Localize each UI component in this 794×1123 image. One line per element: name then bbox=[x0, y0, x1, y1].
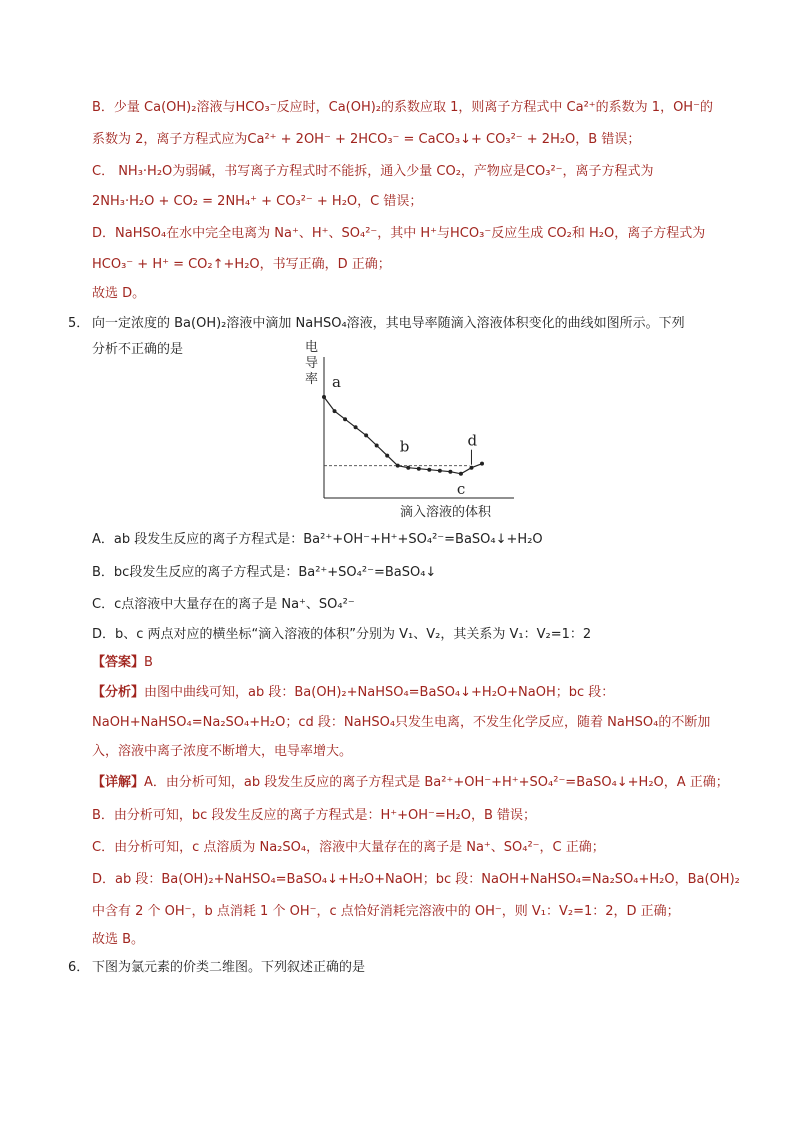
prev-b-line1: B．少量 Ca(OH)₂溶液与HCO₃⁻反应时，Ca(OH)₂的系数应取 1，则离子方程式中 Ca²⁺的系数为 1，OH⁻的 bbox=[92, 100, 713, 115]
y-label-2: 导 bbox=[305, 356, 319, 371]
x-axis-label: 滴入溶液的体积 bbox=[400, 505, 492, 520]
answer-value: B bbox=[144, 655, 153, 670]
q5-detail-line2: B．由分析可知，bc 段发生反应的离子方程式是：H⁺+OH⁻=H₂O，B 错误； bbox=[92, 808, 537, 823]
q5-detail-line4: D．ab 段：Ba(OH)₂+NaHSO₄=BaSO₄↓+H₂O+NaOH；bc 段：NaOH+NaHSO₄=Na₂SO₄+H₂O，Ba(OH)₂ bbox=[92, 872, 740, 887]
data-point-8 bbox=[406, 466, 410, 470]
q5-analysis-line2: NaOH+NaHSO₄=Na₂SO₄+H₂O；cd 段：NaHSO₄只发生电离，不发生化学反应，随着 NaHSO₄的不断加 bbox=[92, 715, 711, 730]
prev-choose: 故选 D。 bbox=[92, 286, 146, 301]
data-point-3 bbox=[354, 425, 358, 429]
data-point-2 bbox=[343, 417, 347, 421]
data-point-7 bbox=[396, 464, 400, 468]
y-label-3: 率 bbox=[305, 372, 319, 387]
data-point-12 bbox=[448, 470, 452, 474]
q5-stem-line1: 向一定浓度的 Ba(OH)₂溶液中滴加 NaHSO₄溶液，其电导率随滴入溶液体积变化的曲线如图所示。下列 bbox=[92, 316, 685, 331]
q5-detail-row1 bbox=[92, 773, 729, 793]
prev-c-line1: C． NH₃·H₂O为弱碱，书写离子方程式时不能拆，通入少量 CO₂，产物应是CO₃²⁻，离子方程式为 bbox=[92, 164, 654, 179]
analysis-line1: 由图中曲线可知，ab 段：Ba(OH)₂+NaHSO₄=BaSO₄↓+H₂O+NaOH；bc 段： bbox=[144, 685, 615, 700]
q5-option-b: B．bc段发生反应的离子方程式是：Ba²⁺+SO₄²⁻=BaSO₄↓ bbox=[92, 565, 437, 580]
data-point-13 bbox=[459, 472, 463, 476]
y-label-1: 电 bbox=[305, 340, 319, 355]
conductivity-chart bbox=[300, 335, 530, 525]
q5-answer-row bbox=[92, 653, 153, 673]
analysis-tag: 【分析】 bbox=[92, 685, 145, 700]
q5-option-a: A．ab 段发生反应的离子方程式是：Ba²⁺+OH⁻+H⁺+SO₄²⁻=BaSO₄↓+H₂O bbox=[92, 532, 543, 547]
data-point-11 bbox=[438, 469, 442, 473]
q5-stem-line2: 分析不正确的是 bbox=[92, 342, 184, 357]
label-d: d bbox=[467, 431, 478, 450]
data-point-14 bbox=[469, 466, 473, 470]
prev-d-line1: D．NaHSO₄在水中完全电离为 Na⁺、H⁺、SO₄²⁻，其中 H⁺与HCO₃⁻反应生成 CO₂和 H₂O，离子方程式为 bbox=[92, 226, 706, 241]
q6-stem: 下图为氯元素的价类二维图。下列叙述正确的是 bbox=[92, 960, 366, 975]
prev-d-line2: HCO₃⁻ + H⁺ = CO₂↑+H₂O，书写正确，D 正确； bbox=[92, 257, 391, 272]
data-point-6 bbox=[385, 454, 389, 458]
q5-number: 5． bbox=[68, 316, 90, 331]
q5-option-d: D．b、c 两点对应的横坐标“滴入溶液的体积”分别为 V₁、V₂，其关系为 V₁：V₂=1：2 bbox=[92, 627, 592, 642]
detail-tag: 【详解】 bbox=[92, 775, 145, 790]
data-point-0 bbox=[322, 395, 326, 399]
q5-option-c: C．c点溶液中大量存在的离子是 Na⁺、SO₄²⁻ bbox=[92, 597, 355, 612]
q6-number: 6． bbox=[68, 960, 90, 975]
series-points bbox=[322, 395, 484, 476]
q5-analysis-row1 bbox=[92, 683, 614, 703]
q5-detail-line5: 中含有 2 个 OH⁻，b 点消耗 1 个 OH⁻，c 点恰好消耗完溶液中的 OH⁻，则 V₁：V₂=1：2，D 正确； bbox=[92, 904, 680, 919]
data-point-10 bbox=[427, 468, 431, 472]
label-c: c bbox=[456, 479, 466, 498]
data-point-9 bbox=[417, 467, 421, 471]
data-point-4 bbox=[364, 433, 368, 437]
answer-tag: 【答案】 bbox=[92, 655, 145, 670]
label-a: a bbox=[332, 373, 341, 391]
q5-analysis-line3: 入，溶液中离子浓度不断增大，电导率增大。 bbox=[92, 744, 353, 759]
data-point-15 bbox=[480, 462, 484, 466]
detail-line1: A．由分析可知，ab 段发生反应的离子方程式是 Ba²⁺+OH⁻+H⁺+SO₄²⁻=BaSO₄↓+H₂O，A 正确； bbox=[144, 775, 729, 790]
label-b: b bbox=[399, 437, 410, 456]
q5-choose: 故选 B。 bbox=[92, 932, 145, 947]
data-point-1 bbox=[333, 409, 337, 413]
prev-c-line2: 2NH₃·H₂O + CO₂ = 2NH₄⁺ + CO₃²⁻ + H₂O，C 错误； bbox=[92, 194, 423, 209]
q5-detail-line3: C．由分析可知，c 点溶质为 Na₂SO₄，溶液中大量存在的离子是 Na⁺、SO₄²⁻，C 正确； bbox=[92, 840, 605, 855]
prev-b-line2: 系数为 2，离子方程式应为Ca²⁺ + 2OH⁻ + 2HCO₃⁻ = CaCO₃↓+ CO₃²⁻ + 2H₂O，B 错误； bbox=[92, 132, 641, 147]
series-line bbox=[324, 397, 482, 474]
data-point-5 bbox=[375, 443, 379, 447]
